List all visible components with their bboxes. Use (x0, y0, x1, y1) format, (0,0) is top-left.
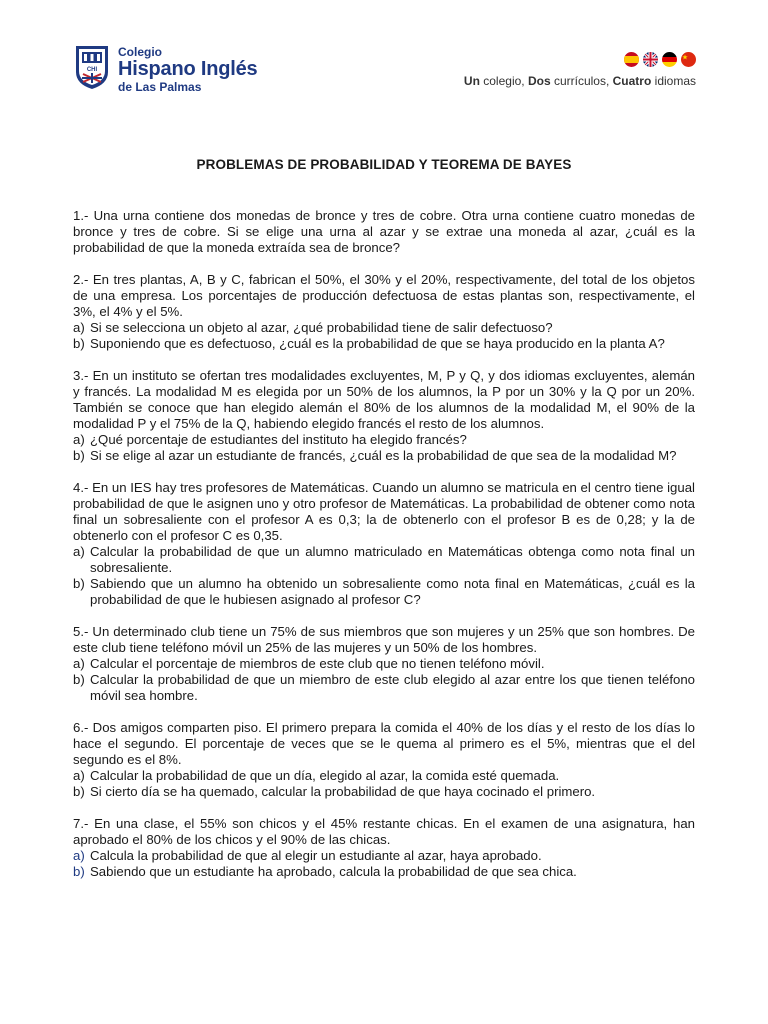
tagline (464, 74, 696, 88)
school-name-line1: Colegio (118, 45, 162, 59)
problem-5 (73, 624, 695, 704)
problem-statement: 4.- En un IES hay tres profesores de Matemáticas. Cuando un alumno se matricula en el centro tiene igual probabilidad de que le asignen uno y otro profesor de Matemáticas. La probabilidad de obtener como nota final un sobresaliente con el profesor A es 0,3; la de obtenerlo con el profesor B es de 0,28; y la de obtenerlo con el profesor C es 0,35. (73, 480, 695, 543)
problem-subquestion (73, 864, 695, 880)
language-flags (624, 52, 696, 67)
subquestion-letter: a) (73, 768, 85, 783)
problem-1 (73, 208, 695, 256)
subquestion-text: Calcula la probabilidad de que al elegir un estudiante al azar, haya aprobado. (90, 848, 542, 863)
problem-subquestion (73, 320, 695, 336)
problem-statement: 5.- Un determinado club tiene un 75% de sus miembros que son mujeres y un 25% que son hombres. De este club tiene teléfono móvil un 25% de las mujeres y un 50% de los hombres. (73, 624, 695, 655)
uk-flag-icon (643, 52, 658, 67)
subquestion-text: Sabiendo que un estudiante ha aprobado, calcula la probabilidad de que sea chica. (90, 864, 577, 879)
tagline-part: Cuatro (612, 74, 652, 88)
subquestion-text: Calcular la probabilidad de que un miembro de este club elegido al azar entre los que tienen teléfono móvil sea hombre. (90, 672, 695, 703)
problem-statement: 2.- En tres plantas, A, B y C, fabrican el 50%, el 30% y el 20%, respectivamente, del total de los objetos de una empresa. Los porcentajes de producción defectuosa de estas plantas son, respectivamente, el 3%, el 4% y el 5%. (73, 272, 695, 319)
problem-7 (73, 816, 695, 880)
tagline-part: Un (463, 74, 480, 88)
subquestion-letter: b) (73, 576, 85, 591)
problem-list (73, 208, 695, 896)
problem-subquestion (73, 656, 695, 672)
problem-statement: 6.- Dos amigos comparten piso. El primero prepara la comida el 40% de los días y el resto de los días lo hace el segundo. El porcentaje de veces que se le quema al primero es el 5%, mientras que el del segundo es el 8%. (73, 720, 695, 767)
china-flag-icon (681, 52, 696, 67)
subquestion-text: Calcular la probabilidad de que un alumno matriculado en Matemáticas obtenga como nota final un sobresaliente. (90, 544, 695, 575)
problem-2 (73, 272, 695, 352)
school-name-line3: de Las Palmas (118, 80, 202, 94)
problem-subquestion (73, 576, 695, 608)
spain-flag-icon (624, 52, 639, 67)
subquestion-letter: b) (73, 448, 85, 463)
problem-subquestion (73, 544, 695, 576)
subquestion-letter: b) (73, 784, 85, 799)
tagline-part: currículos, (550, 74, 613, 88)
subquestion-text: Calcular la probabilidad de que un día, elegido al azar, la comida esté quemada. (90, 768, 560, 783)
problem-subquestion (73, 848, 695, 864)
subquestion-letter: a) (73, 544, 85, 559)
problem-subquestion (73, 432, 695, 448)
problem-3 (73, 368, 695, 464)
school-crest-icon (74, 44, 110, 90)
crest-text: CHI (86, 67, 98, 73)
subquestion-letter: a) (73, 848, 85, 863)
problem-statement: 3.- En un instituto se ofertan tres modalidades excluyentes, M, P y Q, y dos idiomas excluyentes, alemán y francés. La modalidad M es elegida por un 50% de los alumnos, la P por un 30% y la Q por un 20%. También se conoce que han elegido alemán el 80% de los alumnos de la modalidad M, el 90% de la modalidad P y el 75% de la Q, habiendo elegido francés el resto de los alumnos. (73, 368, 695, 431)
subquestion-text: Si cierto día se ha quemado, calcular la probabilidad de que haya cocinado el primero. (90, 784, 596, 799)
subquestion-text: Si se selecciona un objeto al azar, ¿qué probabilidad tiene de salir defectuoso? (90, 320, 553, 335)
problem-4 (73, 480, 695, 608)
problem-subquestion (73, 784, 695, 800)
page-header (74, 40, 696, 100)
subquestion-letter: b) (73, 672, 85, 687)
subquestion-letter: b) (73, 336, 85, 351)
subquestion-letter: a) (73, 320, 85, 335)
problem-subquestion (73, 672, 695, 704)
tagline-part: idiomas (651, 74, 696, 88)
problem-subquestion (73, 336, 695, 352)
tagline-part: Dos (527, 74, 551, 88)
subquestion-text: Suponiendo que es defectuoso, ¿cuál es la probabilidad de que se haya producido en la planta A? (90, 336, 665, 351)
school-name (118, 46, 257, 93)
problem-statement: 1.- Una urna contiene dos monedas de bronce y tres de cobre. Otra urna contiene cuatro monedas de bronce y tres de cobre. Si se elige una urna al azar y se extrae una moneda al azar, ¿cuál es la probabilidad de que la moneda extraída sea de bronce? (73, 208, 695, 255)
subquestion-text: Sabiendo que un alumno ha obtenido un sobresaliente como nota final en Matemáticas, ¿cuál es la probabilidad de que le hubiesen asignado al profesor C? (90, 576, 695, 607)
subquestion-letter: b) (73, 864, 85, 879)
tagline-part: colegio, (479, 74, 528, 88)
subquestion-text: Si se elige al azar un estudiante de francés, ¿cuál es la probabilidad de que sea de la modalidad M? (90, 448, 677, 463)
subquestion-text: Calcular el porcentaje de miembros de este club que no tienen teléfono móvil. (90, 656, 545, 671)
problem-subquestion (73, 768, 695, 784)
subquestion-text: ¿Qué porcentaje de estudiantes del instituto ha elegido francés? (90, 432, 467, 447)
document-title: PROBLEMAS DE PROBABILIDAD Y TEOREMA DE BAYES (196, 157, 572, 172)
subquestion-letter: a) (73, 432, 85, 447)
problem-6 (73, 720, 695, 800)
school-name-line2: Hispano Inglés (118, 58, 258, 80)
subquestion-letter: a) (73, 656, 85, 671)
germany-flag-icon (662, 52, 677, 67)
problem-statement: 7.- En una clase, el 55% son chicos y el 45% restante chicas. En el examen de una asignatura, han aprobado el 80% de los chicos y el 90% de las chicas. (73, 816, 695, 847)
problem-subquestion (73, 448, 695, 464)
